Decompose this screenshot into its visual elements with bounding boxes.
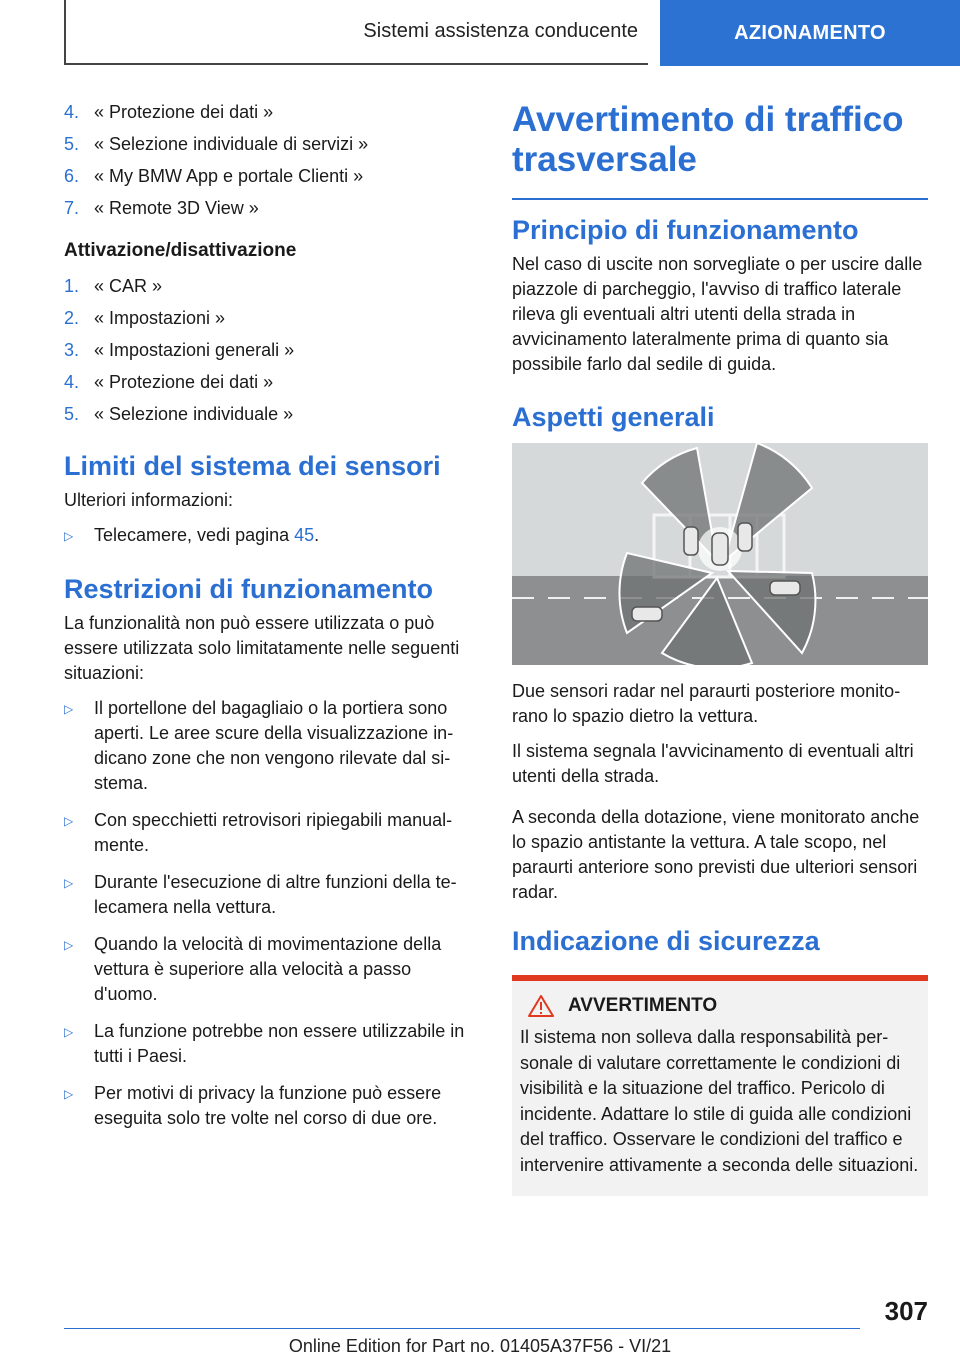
- warning-box: [512, 975, 928, 1196]
- right-column: [512, 100, 928, 1196]
- list-item: 4. « Protezione dei dati »: [64, 102, 274, 122]
- page-number: 307: [884, 1296, 928, 1326]
- page-title: Avvertimento di traffico trasversale: [512, 100, 904, 179]
- header-bottom-rule: [64, 63, 648, 65]
- list-item: 3. « Impostazioni generali »: [64, 340, 295, 360]
- bullet-triangle-icon: ▷: [64, 529, 74, 543]
- header-section-title: Sistemi assistenza conducente: [363, 20, 638, 42]
- list-item: 4. « Protezione dei dati »: [64, 372, 274, 392]
- sensor-limits-text: Ulteriori informazioni:: [64, 490, 234, 510]
- warning-title-row: [520, 995, 920, 1017]
- list-item: 7. « Remote 3D View »: [64, 198, 259, 218]
- sensor-limits-list: [64, 523, 478, 549]
- activation-steps-list: [64, 274, 478, 426]
- list-item: ▷ La funzione potrebbe non essere utilizzabile in tutti i Paesi.: [64, 1019, 478, 1069]
- radar-zones-illustration: [512, 443, 928, 665]
- general-text-2: Il sistema segnala l'avvicinamento di eventuali altri utenti della strada.: [512, 741, 914, 786]
- principle-heading: Principio di funzionamento: [512, 215, 859, 245]
- bullet-triangle-icon: ▷: [64, 1025, 74, 1039]
- general-text-3: A seconda della dotazione, viene monitorato anche lo spazio antistante la vettura. A tale scopo, nel paraurti anteriore sono previsti due ulteriori sensori radar.: [512, 807, 920, 902]
- safety-heading: Indicazione di sicurezza: [512, 926, 820, 956]
- restrictions-list: [64, 696, 478, 1131]
- general-heading: Aspetti generali: [512, 402, 715, 432]
- general-text-1: Due sensori radar nel paraurti posteriore monitorano lo spazio dietro la vettura.: [512, 681, 901, 726]
- list-item: ▷ Quando la velocità di movimentazione della vettura è superiore alla velocità a passo d'uomo.: [64, 932, 478, 1007]
- header-chapter-tab[interactable]: AZIONAMENTO: [660, 0, 960, 66]
- list-item: ▷ Telecamere, vedi pagina 45.: [64, 523, 478, 549]
- page-link[interactable]: 45: [294, 525, 315, 545]
- principle-text: Nel caso di uscite non sorvegliate o per uscire dalle piazzole di parcheggio, l'avviso di traffico laterale rileva gli eventuali altri utenti della strada in avvicinamento lateralmente prima di quanto sia possibile farlo dal sedile di guida.: [512, 254, 923, 374]
- warning-title: AVVERTIMENTO: [568, 995, 718, 1016]
- title-divider: [512, 198, 928, 200]
- warning-triangle-icon: [528, 995, 554, 1017]
- footer-edition-text: Online Edition for Part no. 01405A37F56 - VI/21: [288, 1336, 672, 1356]
- bullet-triangle-icon: ▷: [64, 876, 74, 890]
- list-item: 5. « Selezione individuale di servizi »: [64, 134, 369, 154]
- warning-text: Il sistema non solleva dalla responsabilità personale di valutare correttamente le condizioni di visibilità e la situazione del traffico. Pericolo di incidente. Adattare lo stile di guida alle condizioni del traffico. Osservare le condizioni del traffico e intervenire attivamente a seconda delle situazioni.: [520, 1027, 919, 1175]
- list-item: ▷ Il portellone del bagagliaio o la portiera sono aperti. Le aree scure della visualizzazione indicano zone che non vengono rilevate dal sistema.: [64, 696, 478, 796]
- restrictions-heading: Restrizioni di funzionamento: [64, 574, 433, 604]
- list-item: 1. « CAR »: [64, 276, 163, 296]
- restrictions-text: La funzionalità non può essere utilizzata o può essere utilizzata solo limitatamente nelle seguenti situazioni:: [64, 613, 460, 683]
- list-item: 2. « Impostazioni »: [64, 308, 226, 328]
- bullet-triangle-icon: ▷: [64, 938, 74, 952]
- activation-heading: Attivazione/disattivazione: [64, 240, 297, 261]
- list-item: ▷ Per motivi di privacy la funzione può essere eseguita solo tre volte nel corso di due ore.: [64, 1081, 478, 1131]
- list-item: 5. « Selezione individuale »: [64, 404, 294, 424]
- list-item: 6. « My BMW App e portale Clienti »: [64, 166, 364, 186]
- bullet-triangle-icon: ▷: [64, 814, 74, 828]
- sensor-limits-heading: Limiti del sistema dei sensori: [64, 451, 441, 481]
- list-item: ▷ Durante l'esecuzione di altre funzioni della telecamera nella vettura.: [64, 870, 478, 920]
- footer-rule: [64, 1328, 860, 1329]
- bullet-triangle-icon: ▷: [64, 1087, 74, 1101]
- list-item: ▷ Con specchietti retrovisori ripiegabili manualmente.: [64, 808, 478, 858]
- settings-path-list: [64, 100, 478, 220]
- bullet-triangle-icon: ▷: [64, 702, 74, 716]
- cross-traffic-illustration: [512, 443, 928, 665]
- left-column: [64, 100, 478, 1143]
